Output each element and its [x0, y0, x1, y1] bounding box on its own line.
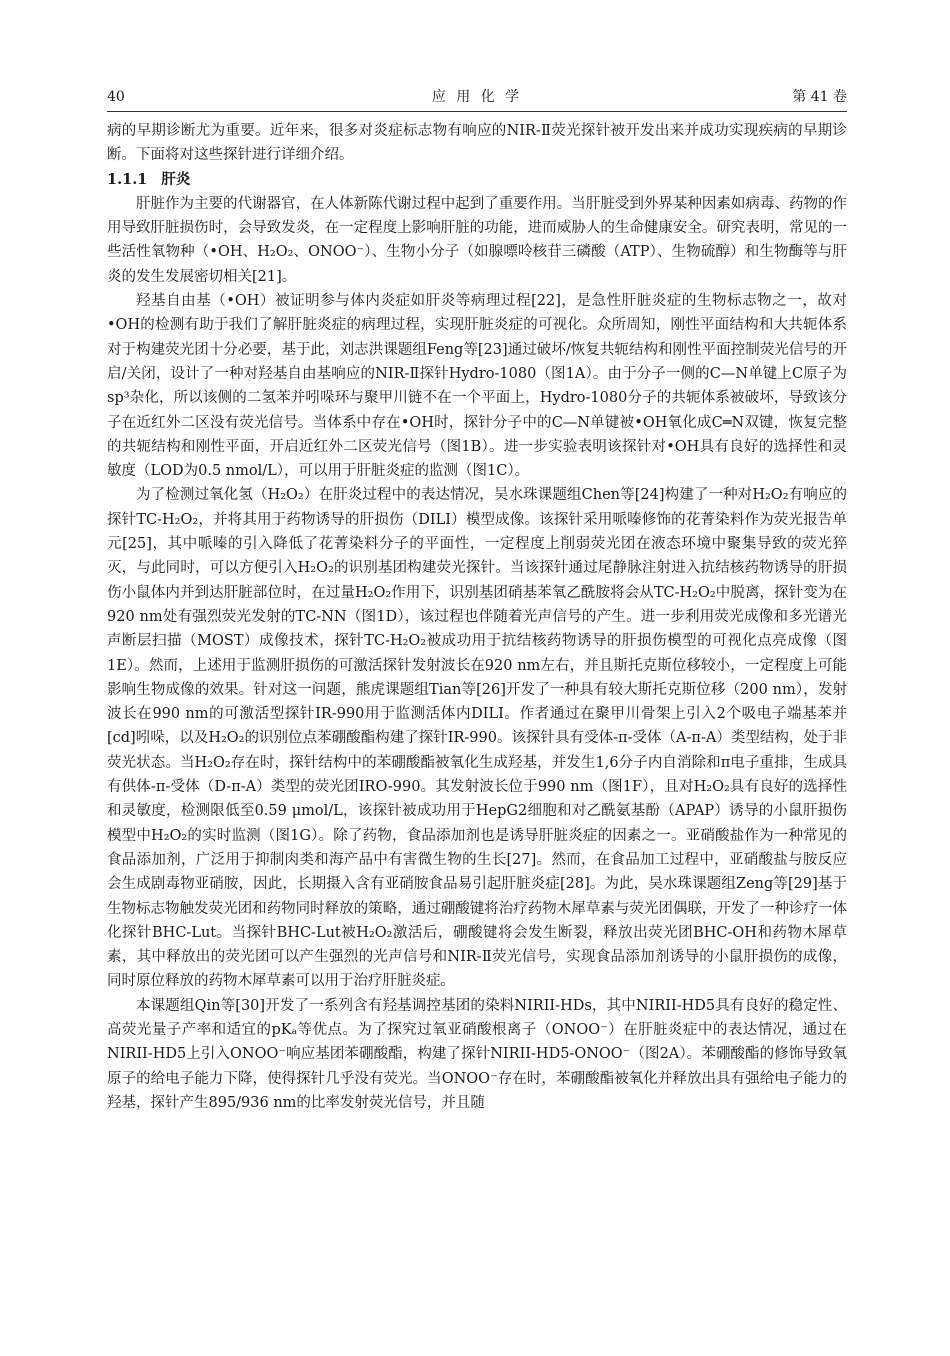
- section-heading: [107, 168, 847, 192]
- paragraph-continued: 病的早期诊断尤为重要。近年来，很多对炎症标志物有响应的NIR-Ⅱ荧光探针被开发出来并成功实现疾病的早期诊断。下面将对这些探针进行详细介绍。: [107, 123, 847, 164]
- volume-label: 第 41 卷: [792, 89, 847, 105]
- page-number: 40: [107, 89, 125, 105]
- journal-title: 应 用 化 学: [431, 89, 523, 105]
- paragraph-hydrogen-peroxide: 为了检测过氧化氢（H₂O₂）在肝炎过程中的表达情况，吴水珠课题组Chen等[24]构建了一种对H₂O₂有响应的探针TC-H₂O₂，并将其用于药物诱导的肝损伤（DILI）模型成像。该探针采用哌嗪修饰的花菁染料作为荧光报告单元[25]，其中哌嗪的引入降低了花菁染料分子的平面性，一定程度上削弱荧光团在液态环境中聚集导致的荧光猝灭，与此同时，可以方便引入H₂O₂的识别基团构建荧光探针。当该探针通过尾静脉注射进入抗结核药物诱导的肝损伤小鼠体内并到达肝脏部位时，在过量H₂O₂作用下，识别基团硝基苯氧乙酰胺将会从TC-H₂O₂中脱离，探针变为在920 nm处有强烈荧光发射的TC-NN（图1D），该过程也伴随着光声信号的产生。进一步利用荧光成像和多光谱光声断层扫描（MOST）成像技术，探针TC-H₂O₂被成功用于抗结核药物诱导的肝损伤模型的可视化点亮成像（图1E）。然而，上述用于监测肝损伤的可激活探针发射波长在920 nm左右，并且斯托克斯位移较小，一定程度上可能影响生物成像的效果。针对这一问题，熊虎课题组Tian等[26]开发了一种具有较大斯托克斯位移（200 nm），发射波长在990 nm的可激活型探针IR-990用于监测活体内DILI。作者通过在聚甲川骨架上引入2个吸电子端基苯并[cd]吲哚，以及H₂O₂的识别位点苯硼酸酯构建了探针IR-990。该探针具有受体-π-受体（A-π-A）类型结构，处于非荧光状态。当H₂O₂存在时，探针结构中的苯硼酸酯被氧化生成羟基，并发生1,6分子内自消除和π电子重排，生成具有供体-π-受体（D-π-A）类型的荧光团IRO-990。其发射波长位于990 nm（图1F），且对H₂O₂具有良好的选择性和灵敏度，检测限低至0.59 μmol/L，该探针被成功用于HepG2细胞和对乙酰氨基酚（APAP）诱导的小鼠肝损伤模型中H₂O₂的实时监测（图1G）。除了药物，食品添加剂也是诱导肝脏炎症的因素之一。亚硝酸盐作为一种常见的食品添加剂，广泛用于抑制肉类和海产品中有害微生物的生长[27]。然而，在食品加工过程中，亚硝酸盐与胺反应会生成剧毒物亚硝胺，因此，长期摄入含有亚硝胺食品易引起肝脏炎症[28]。为此，吴水珠课题组Zeng等[29]基于生物标志物触发荧光团和药物同时释放的策略，通过硼酸键将治疗药物木犀草素与荧光团偶联，开发了一种诊疗一体化探针BHC-Lut。当探针BHC-Lut被H₂O₂激活后，硼酸键将会发生断裂，释放出荧光团BHC-OH和药物木犀草素，其中释放出的荧光团可以产生强烈的光声信号和NIR-Ⅱ荧光信号，实现食品添加剂诱导的小鼠肝损伤的成像，同时原位释放的药物木犀草素可以用于治疗肝脏炎症。: [107, 487, 847, 990]
- paragraph-peroxynitrite: 本课题组Qin等[30]开发了一系列含有羟基调控基团的染料NIRII-HDs，其中NIRII-HD5具有良好的稳定性、高荧光量子产率和适宜的pKₐ等优点。为了探究过氧亚硝酸根离子（ONOO⁻）在肝脏炎症中的表达情况，通过在NIRII-HD5上引入ONOO⁻响应基团苯硼酸酯，构建了探针NIRII-HD5-ONOO⁻（图2A）。苯硼酸酯的修饰导致氧原子的给电子能力下降，使得探针几乎没有荧光。当ONOO⁻存在时，苯硼酸酯被氧化并释放出具有强给电子能力的羟基，探针产生895/936 nm的比率发射荧光信号，并且随: [107, 997, 847, 1111]
- section-title: 肝炎: [161, 170, 191, 188]
- section-number: 1.1.1: [107, 170, 148, 188]
- running-header: [107, 84, 847, 110]
- header-rule: [107, 111, 847, 112]
- paragraph-liver-intro: 肝脏作为主要的代谢器官，在人体新陈代谢过程中起到了重要作用。当肝脏受到外界某种因素如病毒、药物的作用导致肝脏损伤时，会导致发炎，在一定程度上影响肝脏的功能，进而威胁人的生命健康安全。研究表明，常见的一些活性氧物种（•OH、H₂O₂、ONOO⁻）、生物小分子（如腺嘌呤核苷三磷酸（ATP）、生物硫醇）和生物酶等与肝炎的发生发展密切相关[21]。: [107, 195, 847, 285]
- article-body: [107, 119, 847, 1115]
- paragraph-hydroxyl-radical: 羟基自由基（•OH）被证明参与体内炎症如肝炎等病理过程[22]，是急性肝脏炎症的生物标志物之一，故对•OH的检测有助于我们了解肝脏炎症的病理过程，实现肝脏炎症的可视化。众所周知，刚性平面结构和大共轭体系对于构建荧光团十分必要，基于此，刘志洪课题组Feng等[23]通过破坏/恢复共轭结构和刚性平面控制荧光信号的开启/关闭，设计了一种对羟基自由基响应的NIR-Ⅱ探针Hydro-1080（图1A）。由于分子一侧的C—N单键上C原子为sp³杂化，所以该侧的二氢苯并吲哚环与聚甲川链不在一个平面上，Hydro-1080分子的共轭体系被破坏，导致该分子在近红外二区没有荧光信号。当体系中存在•OH时，探针分子中的C—N单键被•OH氧化成C═N双键，恢复完整的共轭结构和刚性平面，开启近红外二区荧光信号（图1B）。进一步实验表明该探针对•OH具有良好的选择性和灵敏度（LOD为0.5 nmol/L），可以用于肝脏炎症的监测（图1C）。: [107, 293, 847, 480]
